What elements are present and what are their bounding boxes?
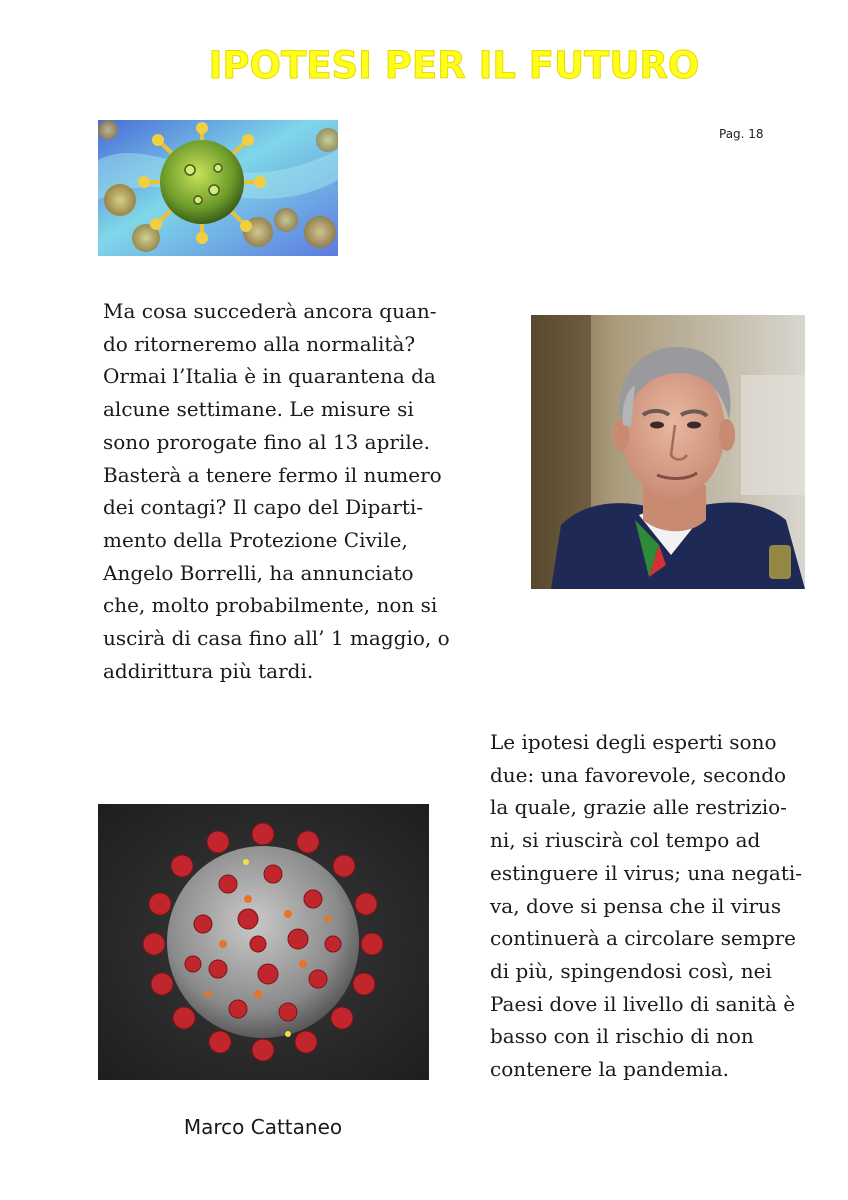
article-paragraph-1 (103, 295, 503, 687)
text-line: Angelo Borrelli, ha annunciato (103, 560, 414, 585)
text-line: Le ipotesi degli esperti sono (490, 730, 777, 754)
coronavirus-3d-render (98, 804, 429, 1080)
text-line: la quale, grazie alle restrizio- (490, 795, 787, 820)
page-title: IPOTESI PER IL FUTURO (208, 44, 700, 87)
text-line: Basterà a tenere fermo il numero (103, 462, 442, 487)
text-line: estinguere il virus; una negati- (490, 860, 803, 885)
text-line: addirittura più tardi. (103, 658, 314, 683)
page-number: Pag. 18 (719, 127, 764, 141)
text-line: che, molto probabilmente, non si (103, 593, 438, 618)
text-line: Ormai l’Italia è in quarantena da (103, 364, 436, 389)
man-portrait-photo (531, 315, 805, 589)
article-paragraph-2 (490, 726, 848, 1086)
text-line: contenere la pandemia. (490, 1057, 730, 1082)
text-line: due: una favorevole, secondo (490, 762, 787, 787)
text-line: uscirà di casa fino all’ 1 maggio, o (103, 626, 450, 651)
text-line: basso con il rischio di non (490, 1024, 754, 1049)
coronavirus-illustration (98, 120, 338, 256)
author-name: Marco Cattaneo (183, 1115, 343, 1139)
text-line: alcune settimane. Le misure si (103, 397, 414, 422)
text-line: dei contagi? Il capo del Diparti- (103, 495, 424, 520)
text-line: sono prorogate fino al 13 aprile. (103, 429, 430, 454)
text-line: do ritorneremo alla normalità? (103, 331, 416, 356)
text-line: va, dove si pensa che il virus (490, 893, 782, 918)
text-line: mento della Protezione Civile, (103, 527, 408, 552)
text-line: di più, spingendosi così, nei (490, 958, 772, 983)
text-line: Ma cosa succederà ancora quan- (103, 299, 437, 323)
text-line: ni, si riuscirà col tempo ad (490, 828, 761, 853)
text-line: continuerà a circolare sempre (490, 926, 797, 951)
text-line: Paesi dove il livello di sanità è (490, 991, 796, 1016)
